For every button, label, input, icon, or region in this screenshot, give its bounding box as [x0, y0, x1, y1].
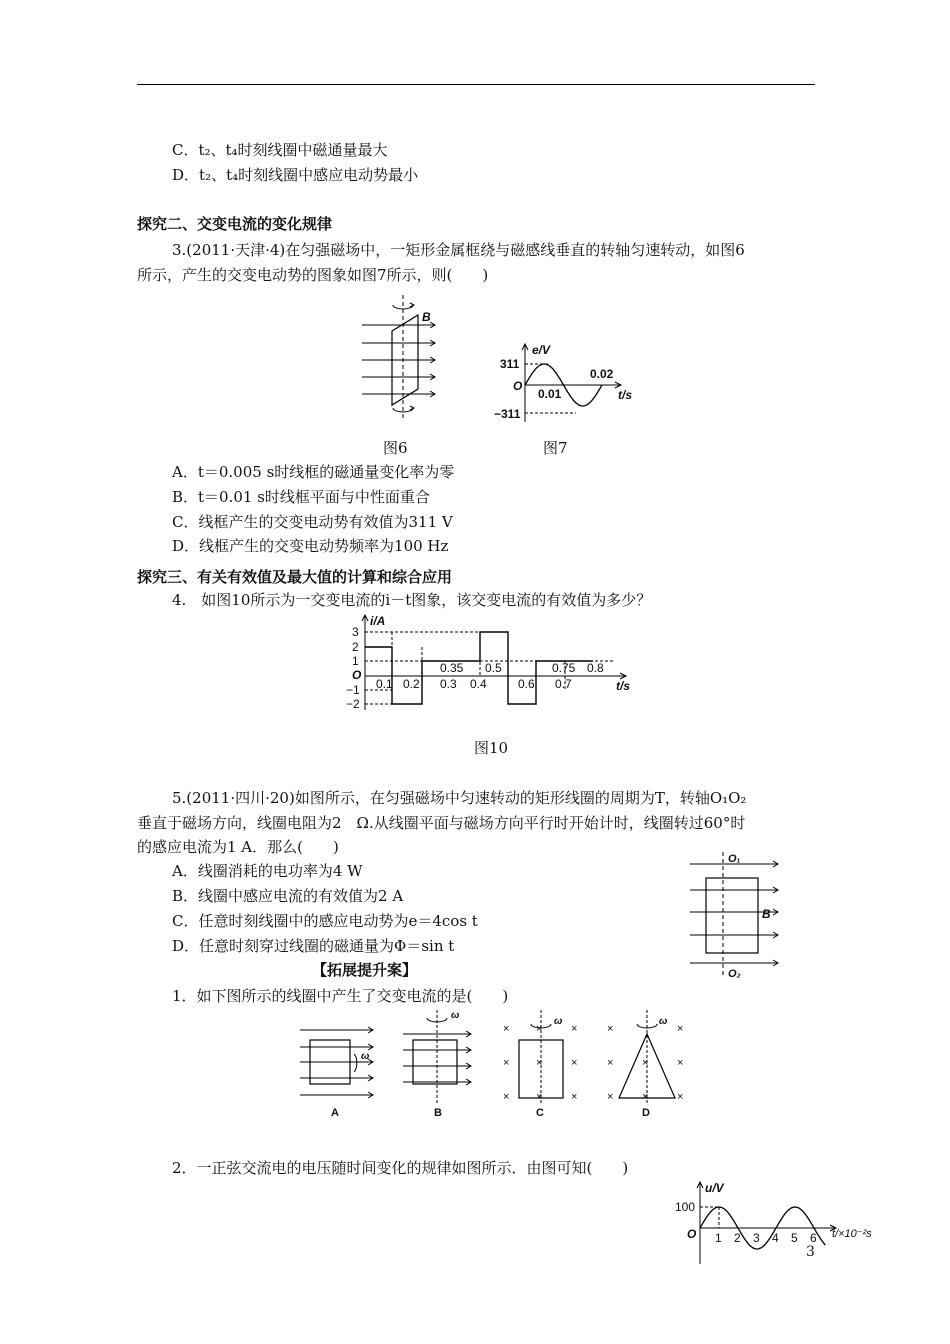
- svg-text:×: ×: [607, 1057, 614, 1069]
- fig6-caption: 图6: [383, 439, 408, 457]
- coil-figure-c: [503, 1010, 577, 1119]
- q3-option-a: A．t＝0.005 s时线框的磁通量变化率为零: [172, 463, 455, 481]
- fig7-origin: O: [513, 379, 523, 393]
- fig10-x02: 0.2: [403, 677, 420, 691]
- svg-text:×: ×: [503, 1057, 510, 1069]
- fig10-x08: 0.8: [587, 661, 604, 675]
- figure-6: [360, 295, 450, 420]
- fig10-ym1: −1: [346, 683, 360, 697]
- fig10-x06: 0.6: [518, 677, 535, 691]
- q5-option-b: B．线圈中感应电流的有效值为2 A: [172, 887, 404, 905]
- option-c: C．t₂、t₄时刻线圈中磁通量最大: [172, 141, 388, 159]
- fig10-origin: O: [352, 668, 362, 682]
- fig7-caption: 图7: [543, 439, 568, 457]
- fig2-x4: 4: [772, 1231, 779, 1245]
- fig2-y100: 100: [675, 1200, 696, 1214]
- ext-q1-figures: [295, 1010, 695, 1125]
- header-rule: [137, 84, 815, 85]
- svg-text:×: ×: [607, 1023, 614, 1035]
- fig10-ym2: −2: [346, 697, 360, 711]
- fig7-t2: 0.02: [590, 367, 614, 381]
- fig10-x01: 0.1: [376, 677, 393, 691]
- coil-figure-a: [300, 1027, 373, 1119]
- coil-figure-b: [403, 1010, 471, 1119]
- fig6-b-label: B: [422, 310, 431, 324]
- option-d: D．t₂、t₄时刻线圈中感应电动势最小: [172, 166, 419, 184]
- fig7-xlabel: t/s: [618, 388, 633, 402]
- q5-figure: [690, 850, 790, 980]
- fig10-y2: 2: [352, 640, 359, 654]
- svg-text:×: ×: [571, 1023, 578, 1035]
- q5-option-c: C．任意时刻线圈中的感应电动势为e＝4cos t: [172, 912, 478, 930]
- svg-text:×: ×: [571, 1057, 578, 1069]
- ext-q2-figure: [675, 1180, 885, 1265]
- svg-text:ω: ω: [451, 1010, 460, 1021]
- svg-text:×: ×: [677, 1091, 684, 1103]
- q5-o2-label: O₂: [728, 968, 741, 980]
- svg-text:×: ×: [503, 1023, 510, 1035]
- coil-label-d: D: [642, 1107, 650, 1119]
- svg-text:×: ×: [642, 1091, 649, 1103]
- coil-figure-d: [607, 1010, 683, 1119]
- fig10-caption: 图10: [474, 739, 509, 757]
- fig10-x07: 0.7: [555, 677, 572, 691]
- coil-label-b: B: [434, 1107, 442, 1119]
- svg-text:×: ×: [607, 1091, 614, 1103]
- q5-o1-label: O₁: [728, 853, 741, 865]
- svg-text:×: ×: [536, 1057, 543, 1069]
- fig2-origin: O: [687, 1227, 697, 1241]
- q5-option-d: D．任意时刻穿过线圈的磁通量为Φ＝sin t: [172, 937, 455, 955]
- q5-b-label: B: [762, 907, 771, 921]
- ext-q2-text: 2．一正弦交流电的电压随时间变化的规律如图所示．由图可知( ): [172, 1159, 629, 1177]
- svg-text:ω: ω: [361, 1051, 370, 1062]
- extension-heading: 【拓展提升案】: [312, 961, 418, 979]
- figure-10: [340, 612, 640, 712]
- fig10-x05: 0.5: [485, 661, 502, 675]
- fig2-x5: 5: [791, 1231, 798, 1245]
- fig10-x03: 0.3: [440, 677, 457, 691]
- svg-text:ω: ω: [659, 1016, 668, 1027]
- fig10-y3: 3: [352, 625, 359, 639]
- figure-7: [480, 340, 640, 425]
- q5-text-line1: 5.(2011·四川·20)如图所示，在匀强磁场中匀速转动的矩形线圈的周期为T，转轴O₁O₂: [172, 789, 747, 807]
- fig10-y1: 1: [352, 654, 359, 668]
- fig10-x075: 0.75: [552, 661, 576, 675]
- q3-text-line1: 3.(2011·天津·4)在匀强磁场中，一矩形金属框绕与磁感线垂直的转轴匀速转动，如图6: [172, 241, 745, 259]
- fig2-xlabel: t/×10⁻²s: [832, 1228, 872, 1240]
- svg-text:ω: ω: [554, 1016, 563, 1027]
- fig10-x04: 0.4: [470, 677, 487, 691]
- coil-label-c: C: [536, 1107, 544, 1119]
- q5-text-line3: 的感应电流为1 A．那么( ): [137, 838, 339, 856]
- fig7-y-pos: 311: [500, 357, 520, 371]
- q3-text-line2: 所示，产生的交变电动势的图象如图7所示，则( ): [137, 266, 489, 284]
- fig10-ylabel: i/A: [370, 614, 386, 628]
- fig7-ylabel: e/V: [532, 343, 551, 357]
- q5-text-line2: 垂直于磁场方向，线圈电阻为2 Ω.从线圈平面与磁场方向平行时开始计时，线圈转过60°时: [137, 814, 746, 832]
- q5-option-a: A．线圈消耗的电功率为4 W: [172, 862, 363, 880]
- svg-text:×: ×: [536, 1023, 543, 1035]
- q3-option-c: C．线框产生的交变电动势有效值为311 V: [172, 513, 453, 531]
- svg-text:×: ×: [503, 1091, 510, 1103]
- svg-text:×: ×: [677, 1057, 684, 1069]
- section-heading-3: 探究三、有关有效值及最大值的计算和综合应用: [137, 568, 453, 586]
- q4-text: 4. 如图10所示为一交变电流的i－t图象，该交变电流的有效值为多少？: [172, 591, 652, 609]
- fig2-x3: 3: [753, 1231, 760, 1245]
- page-number: 3: [806, 1244, 815, 1260]
- fig7-t1: 0.01: [538, 387, 562, 401]
- coil-label-a: A: [331, 1107, 339, 1119]
- q3-option-b: B．t＝0.01 s时线框平面与中性面重合: [172, 488, 430, 506]
- fig10-xlabel: t/s: [616, 679, 631, 693]
- svg-text:×: ×: [677, 1023, 684, 1035]
- fig10-x035: 0.35: [440, 661, 464, 675]
- svg-text:×: ×: [571, 1091, 578, 1103]
- fig7-y-neg: −311: [494, 407, 521, 421]
- fig2-x6: 6: [810, 1231, 817, 1245]
- svg-text:×: ×: [536, 1091, 543, 1103]
- svg-text:×: ×: [642, 1057, 649, 1069]
- q3-option-d: D．线框产生的交变电动势频率为100 Hz: [172, 537, 449, 555]
- fig2-ylabel: u/V: [705, 1181, 724, 1195]
- fig2-x2: 2: [734, 1231, 741, 1245]
- ext-q1-text: 1．如下图所示的线圈中产生了交变电流的是( ): [172, 987, 509, 1005]
- section-heading-2: 探究二、交变电流的变化规律: [137, 215, 333, 233]
- fig2-x1: 1: [715, 1231, 722, 1245]
